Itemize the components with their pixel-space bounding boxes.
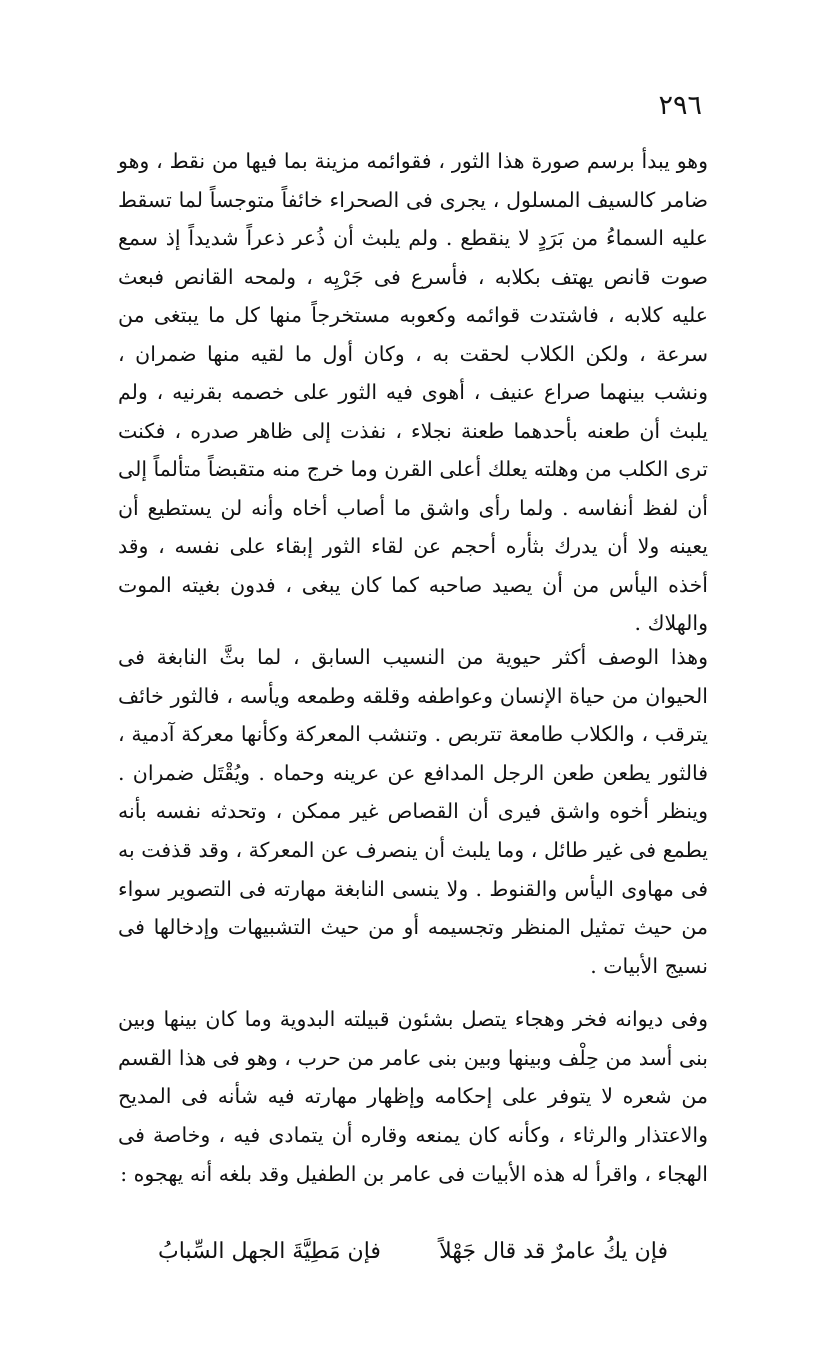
paragraph-bull-description (118, 142, 708, 643)
paragraph-analysis (118, 638, 708, 985)
paragraph-text: وهو يبدأ برسم صورة هذا الثور ، فقوائمه مزينة بما فيها من نقط ، وهو ضامر كالسيف المسلول ، يجرى فى الصحراء خائفاً متوجساً لما تسقط عليه السماءُ من بَرَدٍ لا ينقطع . ولم يلبث أن ذُعر ذعراً شديداً إذ سمع صوت قانص يهتف بكلابه ، فأسرع فى جَرْيِه ، ولمحه القانص فبعث عليه كلابه ، فاشتدت قوائمه وكعوبه مستخرجاً منها كل ما يبتغى من سرعة ، ولكن الكلاب لحقت به ، وكان أول ما لقيه منها ضمران ، ونشب بينهما صراع عنيف ، أهوى فيه الثور على خصمه بقرنيه ، ولم يلبث أن طعنه بأحدهما طعنة نجلاء ، نفذت إلى ظاهر صدره ، فكنت ترى الكلب من وهلته يعلك أعلى القرن وما خرج منه متقبضاً متألماً إلى أن لفظ أنفاسه . ولما رأى واشق ما أصاب أخاه وأنه لن يستطيع أن يعينه ولا أن يدرك بثأره أحجم عن لقاء الثور إبقاء على نفسه ، وقد أخذه اليأس من أن يصيد صاحبه كما كان يبغى ، فدون بغيته الموت والهلاك . (118, 149, 708, 635)
paragraph-text: وفى ديوانه فخر وهجاء يتصل بشئون قبيلته البدوية وما كان بينها وبين بنى أسد من حِلْف وبينها وبين بنى عامر من حرب ، وهو فى هذا القسم من شعره لا يتوفر على إحكامه وإظهار مهارته فيه شأنه فى المديح والاعتذار والرثاء ، وكأنه كان يمنعه وقاره أن يتمادى فيه ، وخاصة فى الهجاء ، واقرأ له هذه الأبيات فى عامر بن الطفيل وقد بلغه أنه يهجوه : (118, 1007, 708, 1186)
paragraph-pride-and-satire (118, 1000, 708, 1194)
page-number: ٢٩٦ (658, 90, 702, 121)
verse-first-hemistich: فإن يكُ عامرٌ قد قال جَهْلاً (439, 1239, 668, 1264)
verse-second-hemistich: فإن مَطِيَّةَ الجهل السِّبابُ (158, 1239, 381, 1264)
poem-verse (158, 1232, 668, 1272)
paragraph-text: وهذا الوصف أكثر حيوية من النسيب السابق ، لما بثَّ النابغة فى الحيوان من حياة الإنسان وعواطفه وقلقه وطمعه ويأسه ، فالثور خائف يترقب ، والكلاب طامعة تتربص . وتنشب المعركة وكأنها معركة آدمية ، فالثور يطعن طعن الرجل المدافع عن عرينه وحماه . ويُقْتَل ضمران . وينظر أخوه واشق فيرى أن القصاص غير ممكن ، وتحدثه نفسه بأنه يطمع فى غير طائل ، وما يلبث أن ينصرف عن المعركة ، وقد قذفت به فى مهاوى اليأس والقنوط . ولا ينسى النابغة مهارته فى التصوير سواء من حيث تمثيل المنظر وتجسيمه أو من حيث التشبيهات وإدخالها فى نسيج الأبيات . (118, 645, 708, 978)
